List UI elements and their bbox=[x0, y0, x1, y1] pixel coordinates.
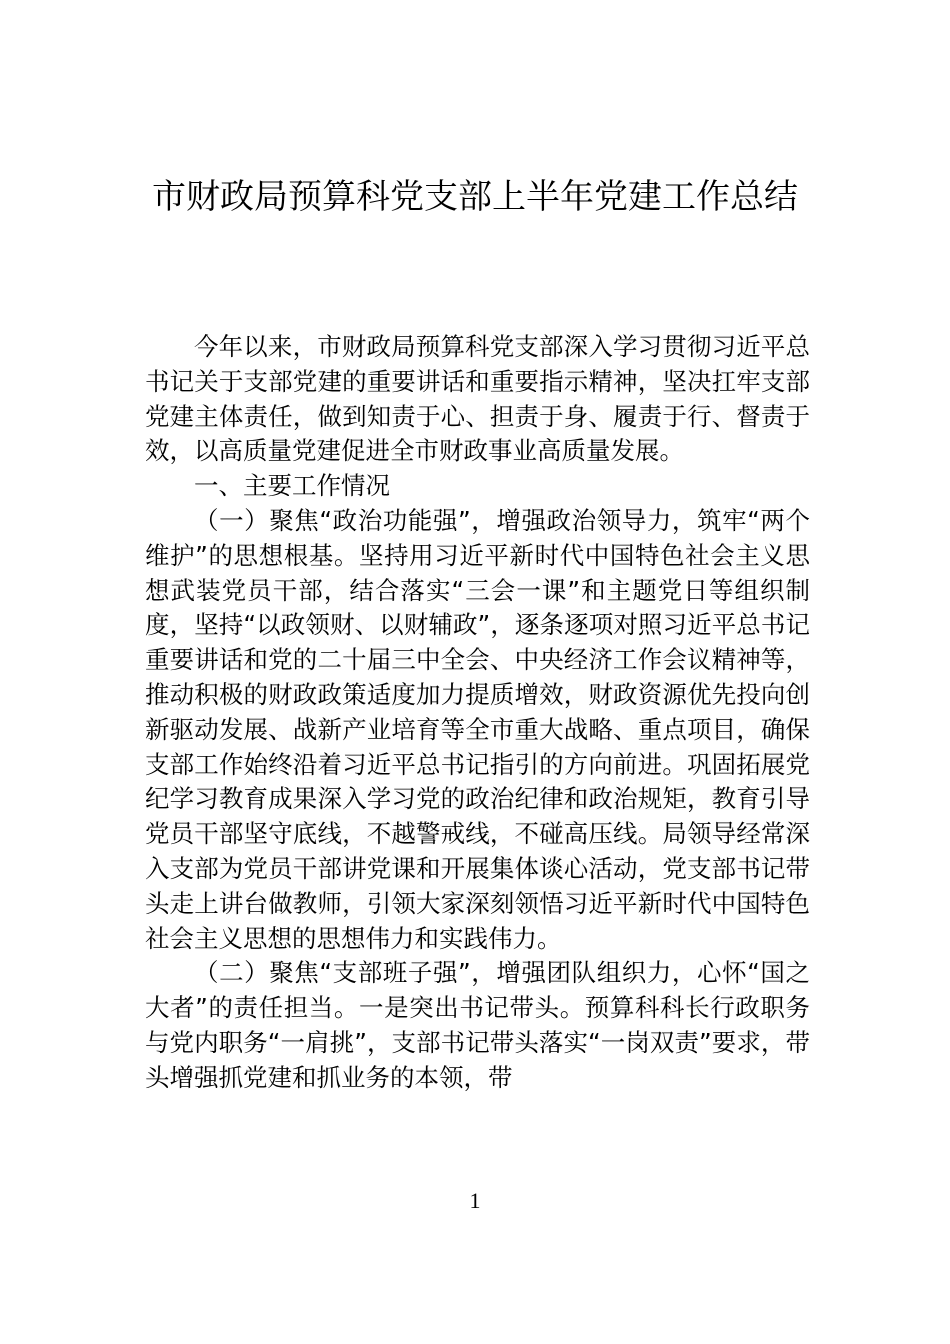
section-heading: 一、主要工作情况 bbox=[194, 471, 390, 501]
body-paragraph: （二）聚焦“支部班子强”，增强团队组织力，心怀“国之大者”的责任担当。一是突出书记带头。预算科科长行政职务与党内职务“一肩挑”，支部书记带头落实“一岗双责”要求，带头增强抓党建和抓业务的本领，带 bbox=[145, 958, 810, 1092]
intro-paragraph: 今年以来，市财政局预算科党支部深入学习贯彻习近平总书记关于支部党建的重要讲话和重要指示精神，坚决扛牢支部党建主体责任，做到知责于心、担责于身、履责于行、督责于效，以高质量党建促进全市财政事业高质量发展。 bbox=[145, 332, 810, 466]
body-paragraph: （一）聚焦“政治功能强”，增强政治领导力，筑牢“两个维护”的思想根基。坚持用习近平新时代中国特色社会主义思想武装党员干部，结合落实“三会一课”和主题党日等组织制度，坚持“以政领财、以财辅政”，逐条逐项对照习近平总书记重要讲话和党的二十届三中全会、中央经济工作会议精神等，推动积极的财政政策适度加力提质增效，财政资源优先投向创新驱动发展、战新产业培育等全市重大战略、重点项目，确保支部工作始终沿着习近平总书记指引的方向前进。巩固拓展党纪学习教育成果深入学习党的政治纪律和政治规矩，教育引导党员干部坚守底线，不越警戒线，不碰高压线。局领导经常深入支部为党员干部讲党课和开展集体谈心活动，党支部书记带头走上讲台做教师，引领大家深刻领悟习近平新时代中国特色社会主义思想的思想伟力和实践伟力。 bbox=[145, 505, 810, 953]
document-body bbox=[145, 330, 810, 1096]
page-number: 1 bbox=[469, 1188, 481, 1213]
document-title: 市财政局预算科党支部上半年党建工作总结 bbox=[152, 177, 798, 217]
